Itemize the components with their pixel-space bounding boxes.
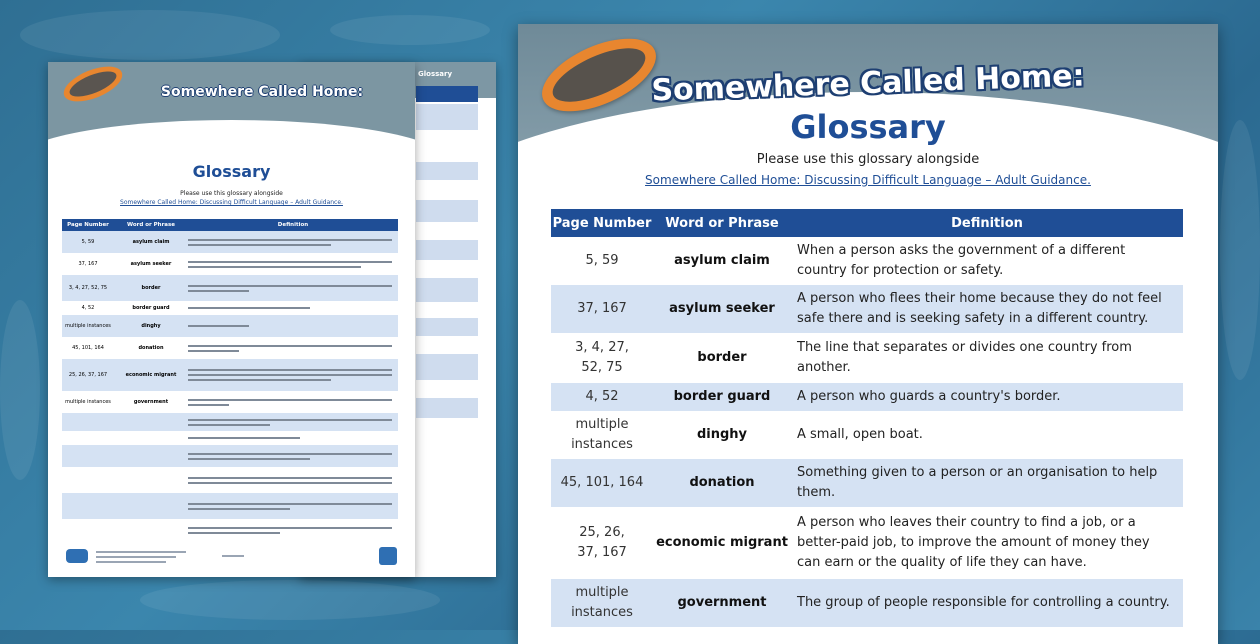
- cell-term: asylum claim: [674, 253, 770, 268]
- thumbnail-cell: multiple instances: [65, 323, 111, 329]
- cell-pages: multiple instances: [571, 417, 633, 452]
- brand-logo-icon: [66, 549, 88, 563]
- col-page-number: Page Number: [552, 215, 652, 231]
- cell-definition: A small, open boat.: [797, 427, 923, 442]
- thumbnail-cell: 5, 59: [81, 239, 95, 245]
- table-row: [551, 411, 1183, 459]
- thumbnail-cell: asylum seeker: [130, 261, 172, 267]
- cell-pages: 25, 26, 37, 167: [577, 525, 627, 560]
- glossary-page: [518, 24, 1218, 644]
- thumbnail-footer: [62, 547, 401, 567]
- table-row: [551, 507, 1183, 579]
- cell-pages: 37, 167: [577, 301, 627, 316]
- cell-term: donation: [689, 475, 755, 490]
- title-line1: Somewhere Called Home:: [650, 58, 1086, 109]
- table-row: [551, 237, 1183, 285]
- cell-term: economic migrant: [656, 535, 788, 550]
- thumbnail-glossary-table: [62, 219, 398, 541]
- thumbnail-cell: border: [141, 285, 161, 291]
- cell-term: dinghy: [696, 427, 748, 442]
- thumbnail-cell: multiple instances: [65, 399, 111, 405]
- glossary-page-thumbnail: [48, 62, 415, 577]
- table-header: [551, 209, 1183, 237]
- cell-term: border: [697, 350, 747, 365]
- intro-link[interactable]: Somewhere Called Home: Discussing Difficult Language – Adult Guidance.: [645, 173, 1091, 187]
- cell-term: asylum seeker: [669, 301, 775, 316]
- cell-definition: The group of people responsible for controlling a country.: [797, 595, 1170, 610]
- thumbnail-cell: economic migrant: [125, 372, 177, 378]
- cell-definition: The line that separates or divides one country from another.: [797, 340, 1132, 375]
- intro-text: Please use this glossary alongside: [756, 152, 980, 167]
- thumbnail-cell: asylum claim: [132, 239, 170, 245]
- cell-pages: multiple instances: [571, 585, 633, 620]
- cell-definition: When a person asks the government of a different country for protection or safety.: [797, 243, 1126, 278]
- thumbnail-intro: Please use this glossary alongside: [180, 190, 283, 197]
- table-row: [551, 459, 1183, 507]
- cell-pages: 4, 52: [585, 389, 619, 404]
- cell-term: government: [677, 595, 767, 610]
- glossary-table: [551, 209, 1183, 627]
- col-definition: Definition: [951, 215, 1023, 231]
- brand-badge-icon: [379, 547, 397, 565]
- thumbnail-cell: 45, 101, 164: [72, 345, 104, 351]
- cell-term: border guard: [673, 389, 771, 404]
- cell-definition: A person who guards a country's border.: [797, 389, 1061, 404]
- boat-image: [59, 62, 127, 109]
- thumbnail-cell: donation: [138, 345, 164, 351]
- cell-definition: Something given to a person or an organisation to help them.: [797, 465, 1158, 500]
- cell-pages: 3, 4, 27, 52, 75: [575, 340, 629, 375]
- thumbnail-col-definition: Definition: [277, 222, 309, 228]
- thumbnail-cell: 4, 52: [81, 305, 95, 311]
- thumbnail-cell: government: [133, 399, 169, 405]
- cell-pages: 45, 101, 164: [560, 475, 644, 490]
- table-row: [551, 333, 1183, 383]
- table-row: [551, 285, 1183, 333]
- cell-definition: A person who flees their home because they do not feel safe there and is seeking safety in a different country.: [797, 291, 1162, 326]
- table-row: [551, 579, 1183, 627]
- thumbnail-title-line2: Glossary: [192, 162, 271, 181]
- back-page-header-fragment: Glossary: [418, 70, 453, 78]
- thumbnail-cell: 37, 167: [78, 261, 98, 267]
- thumbnail-title-line1: Somewhere Called Home:: [160, 84, 364, 100]
- cell-pages: 5, 59: [585, 253, 619, 268]
- cell-definition: A person who leaves their country to find a job, or a better-paid job, to improve the amount of money they can earn or the quality of life they can have.: [797, 515, 1150, 570]
- table-row: [551, 383, 1183, 411]
- thumbnail-cell: 25, 26, 37, 167: [68, 372, 108, 378]
- thumbnail-col-page-number: Page Number: [67, 222, 109, 228]
- thumbnail-cell: 3, 4, 27, 52, 75: [68, 285, 108, 291]
- thumbnail-cell: dinghy: [141, 323, 161, 329]
- thumbnail-col-word: Word or Phrase: [127, 222, 175, 228]
- col-word-or-phrase: Word or Phrase: [665, 215, 779, 231]
- title-line2: Glossary: [790, 108, 946, 146]
- thumbnail-intro-link: Somewhere Called Home: Discussing Difficult Language – Adult Guidance.: [120, 199, 343, 206]
- thumbnail-cell: border guard: [132, 305, 170, 311]
